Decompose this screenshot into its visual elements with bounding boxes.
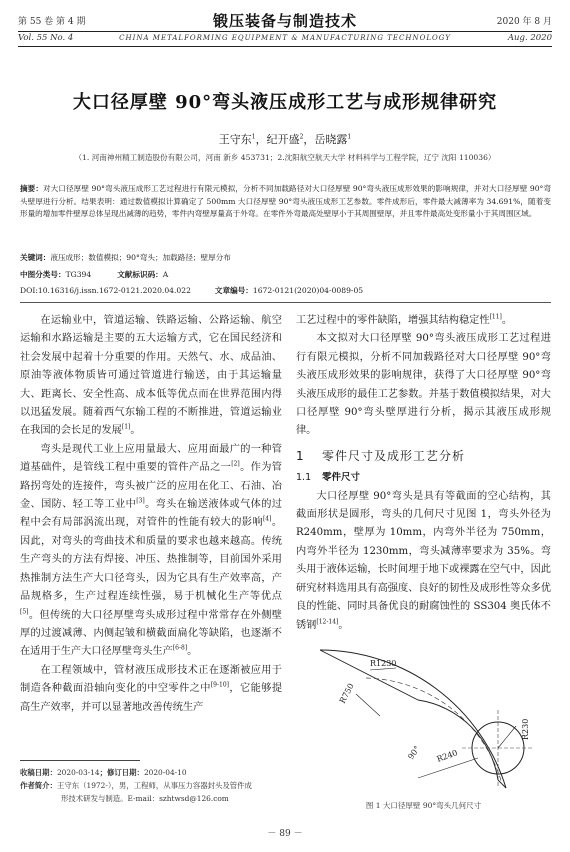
doc-code: A bbox=[162, 270, 169, 279]
received-date: 2020-03-14 bbox=[56, 768, 100, 777]
paper-title: 大口径厚壁 90°弯头液压成形工艺与成形规律研究 bbox=[72, 92, 498, 113]
section-divider bbox=[20, 302, 551, 303]
outer-arc bbox=[320, 650, 506, 788]
section-heading bbox=[296, 447, 551, 465]
running-header bbox=[18, 10, 552, 30]
revised-date: 2020-04-10 bbox=[143, 768, 187, 777]
body-paragraph: 工艺过程中的零件缺陷，增强其结构稳定性[11]。 bbox=[296, 313, 513, 326]
journal-title-en: CHINA METALFORMING EQUIPMENT & MANUFACTURING TECHNOLOGY bbox=[119, 34, 451, 42]
footnote-rule bbox=[20, 760, 140, 761]
affiliation: （1. 河南神州精工制造股份有限公司，河南 新乡 453731；2.沈阳航空航天大学 材料科学与工程学院，辽宁 沈阳 110036） bbox=[74, 153, 496, 162]
keywords-label: 关键词： bbox=[20, 253, 51, 262]
label-r750: R750 bbox=[337, 681, 356, 705]
running-header-en bbox=[18, 31, 552, 47]
subsection-heading bbox=[296, 469, 551, 487]
author-bio-label: 作者简介： bbox=[20, 781, 57, 790]
r230-leader bbox=[498, 726, 516, 748]
citation: [1] bbox=[121, 424, 131, 432]
inner-arc bbox=[418, 700, 498, 780]
section-title: 零件尺寸及成形工艺分析 bbox=[322, 448, 466, 463]
journal-title: 锻压装备与制造技术 bbox=[212, 12, 357, 30]
author-list: 王守东$^1$，纪开盛$^2$，岳晓露$^1$ bbox=[218, 133, 352, 146]
citation: [9-10] bbox=[210, 681, 229, 689]
body-paragraph: 在工程领域中，管材液压成形技术正在逐渐被应用于制造各种截面沿轴向变化的中空零件之中[9-10]，它能够提高生产效率，并可以显著地改善传统生产 bbox=[20, 664, 283, 713]
citation: [6-8] bbox=[172, 644, 188, 652]
citation: [4] bbox=[262, 516, 272, 524]
author-bio bbox=[20, 779, 285, 792]
label-r240: R240 bbox=[435, 748, 459, 764]
author-name: 纪开盛 bbox=[266, 133, 300, 146]
doc-code-label: 文献标识码： bbox=[117, 270, 163, 279]
issue-date-en: Aug. 2020 bbox=[507, 33, 552, 43]
doi-line bbox=[20, 285, 551, 296]
issue-label-en: Vol. 55 No. 4 bbox=[18, 33, 74, 43]
citation: [12-14] bbox=[316, 618, 339, 626]
elbow-dimension-figure bbox=[300, 608, 550, 793]
abstract-label: 摘要： bbox=[20, 184, 44, 193]
keywords-text: 液压成形；数值模拟；90°弯头；加载路径；壁厚分布 bbox=[50, 253, 231, 262]
subsection-title: 零件尺寸 bbox=[322, 472, 361, 484]
elbow-end-top bbox=[320, 650, 418, 700]
abstract bbox=[20, 183, 551, 221]
r750-leader bbox=[356, 694, 380, 716]
received-label: 收稿日期： bbox=[20, 768, 57, 777]
footnote bbox=[20, 766, 285, 805]
label-r230: R230 bbox=[521, 718, 530, 740]
section-number: 1 bbox=[296, 448, 305, 463]
article-number: 1672-0121(2020)04-0089-05 bbox=[252, 286, 364, 295]
keywords bbox=[20, 252, 551, 263]
label-angle: 90° bbox=[406, 744, 422, 762]
citation: [5] bbox=[20, 608, 29, 616]
citation: [2] bbox=[231, 460, 240, 468]
body-paragraph: 弯头是现代工业上应用量最大、应用面最广的一种管道基础件，是管线工程中重要的管件产品之一[2]。作为管路拐弯处的连接件，弯头被广泛的应用在化工、石油、冶金、国防、轻工等工业中[3]。弯头在输送液体或气体的过程中会有局部涡流出现，对管件的性能有较大的影响[4]。因此，对弯头的弯曲技术和质量的要求也越来越高。传统生产弯头的方法有焊接、冲压、热推制等，目前国外采用热推制方法生产大口径弯头，因为它具有生产效率高，产品规格多，生产过程连续性强，易于机械化生产等优点[5]。但传统的大口径厚壁弯头成形过程中常常存在外侧壁厚的过渡减薄、内侧起皱和横截面扁化等缺陷，也逐渐不在适用于生产大口径厚壁弯头生产[6-8]。 bbox=[20, 443, 282, 658]
author-affil-mark: 1 bbox=[251, 133, 256, 141]
body-paragraph: 在运输业中，管道运输、铁路运输、公路运输、航空运输和水路运输是主要的五大运输方式，它在国民经济和社会发展中起着十分重要的作用。天然气、水、成品油、原油等液体物质皆可通过管道进行输送，由于其运输量大、距离长、安全性高、成本低等优点而在世界范围内得以迅猛发展。随着西气东输工程的不断推进，管道运输业在我国的会长足的发展[1]。 bbox=[20, 315, 282, 437]
figure-caption: 图 1 大口径厚壁 90°弯头几何尺寸 bbox=[365, 801, 482, 810]
author-name: 王守东 bbox=[218, 133, 252, 146]
r1230-leader bbox=[370, 668, 396, 670]
left-column bbox=[20, 312, 282, 717]
body-paragraph: 本文拟对大口径厚壁 90°弯头液压成形工艺过程进行有限元模拟，分析不同加载路径对大口径厚壁 90°弯头液压成形效果的影响规律，获得了大口径厚壁 90°弯头液压成形的最佳工艺参数。并基于数值模拟结果，对大口径厚壁 90°弯头壁厚进行分析，揭示其液压成形规律。 bbox=[296, 333, 551, 437]
author-bio-line2: 形技术研发与制造。E-mail：szhtwsd@126.com bbox=[61, 794, 229, 803]
clc-code: TG394 bbox=[65, 270, 92, 279]
author-affil-mark: 2 bbox=[299, 133, 304, 141]
author-affil-mark: 1 bbox=[347, 133, 352, 141]
body-paragraph: 大口径厚壁 90°弯头是具有等截面的空心结构，其截面形状是圆形，弯头的几何尺寸见图 1，弯头外径为 R240mm，壁厚为 10mm，内弯外半径为 750mm，内弯外半径为 1230mm，弯头减薄率要求为 35%。弯头用于液体运输，长时间埋于地下或裸露在空气中，因此研究材料选用具有高强度、良好的韧性及成形性等众多优良的性能、同时具备优良的耐腐蚀性的 SS304 奥氏体不锈钢[12-14]。 bbox=[296, 490, 551, 631]
revised-label: ；修订日期： bbox=[99, 768, 144, 777]
date-line bbox=[20, 766, 285, 779]
clc-label: 中图分类号： bbox=[20, 270, 66, 279]
abstract-text: 对大口径厚壁 90°弯头液压成形工艺过程进行有限元模拟，分析不同加载路径对大口径厚壁 90°弯头液压成形效果的影响规律，并对大口径厚壁 90°弯头壁厚进行分析。结果表明：通过数值模拟计算确定了 500mm 大口径厚壁 90°弯头液压成形工艺参数。零件成形后，零件最大减薄率为 34.691%，随着变形量的增加零件壁厚总体呈现出减薄的趋势，零件内弯壁厚量高于外弯。在零件外弯最高处壁厚小于其周围壁厚，并且零件最高处变形量小于其周围区域。 bbox=[20, 184, 552, 219]
subsection-number: 1.1 bbox=[296, 472, 312, 484]
r240-leader bbox=[418, 758, 478, 778]
article-number-label: 文章编号： bbox=[214, 286, 253, 295]
page-number: － 89 － bbox=[267, 829, 303, 839]
author-name: 岳晓露 bbox=[314, 133, 348, 146]
author-bio-line1: 王守东（1972-），男，工程师，从事压力容器封头及管件成 bbox=[56, 781, 252, 790]
issue-label: 第 55 卷 第 4 期 bbox=[18, 17, 86, 27]
label-r1230: R1230 bbox=[370, 659, 397, 668]
right-column bbox=[296, 312, 551, 635]
doi: DOI:10.16316/j.issn.1672-0121.2020.04.022 bbox=[20, 286, 191, 295]
citation: [3] bbox=[136, 497, 145, 505]
citation: [11] bbox=[489, 313, 502, 321]
issue-date: 2020 年 8 月 bbox=[496, 17, 552, 27]
classification-line bbox=[20, 269, 551, 280]
